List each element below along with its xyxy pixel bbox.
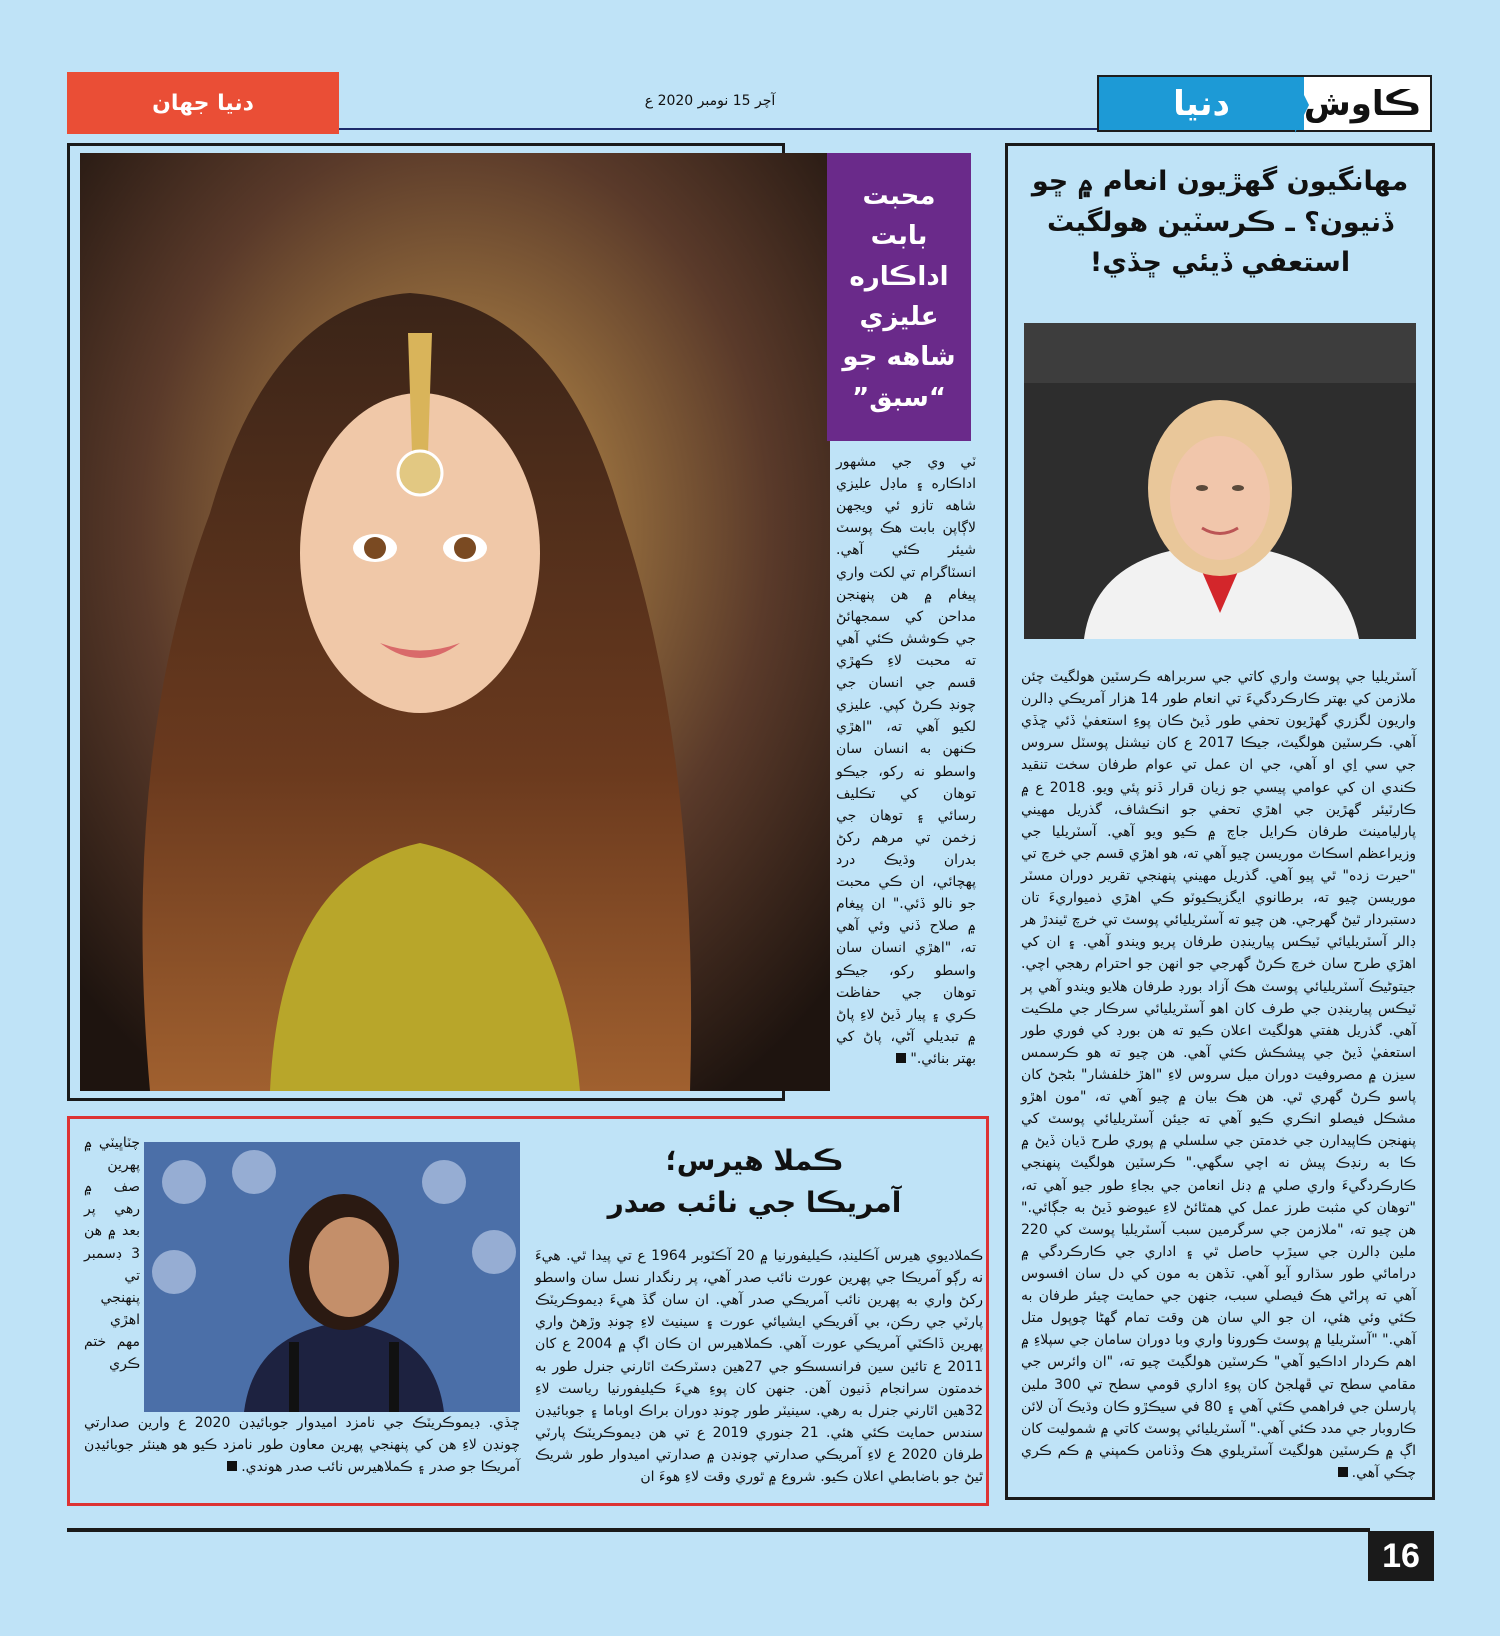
bottom-article-side-column: چٽاڀيٽي ۾ پهرين صف ۾ رهي پر بعد ۾ هن 3 ڊسمبر تي پنهنجي اهڙي مهم ختم ڪري [84,1135,140,1373]
top-article-body [836,451,976,1070]
footer-rule [67,1528,1370,1532]
headline-line: استعفي ڏيئي ڇڏي! [1089,247,1351,278]
right-article-body [1021,666,1416,1484]
portrait-illustration [144,1142,520,1412]
right-article-text: آسٽريليا جي پوسٽ واري کاتي جي سربراهه ڪرسٽين هولگيٽ چئن ملازمن کي بهتر ڪارڪردگيءَ تي انعام طور 14 هزار آمريڪي ڊالرن واريون لگزري گهڙيون تحفي طور ڏيڻ ڪان پوءِ استعفيٰ ڏئي ڇڏي آهي. ڪرسٽين هولگيٽ، جيڪا 2017 ع کان نيشنل پوسٽل سروس جي سي اِي او آهي، جي ان عمل تي عوام طرفان سخت تنقيد ڪندي ان کي عوامي پيسي جو زيان قرار ڏنو پئي ويو. 2018 ع ۾ ڪارٽيئر گهڙين جي اهڙي تحفي جو انڪشاف، گذريل مهيني پارليامينٽ طرفان ڪرايل جاچ ۾ ڪيو ويو آهي. آسٽريليا جي وزيراعظم اسڪاٽ موريسن چيو آهي ته، هو اهڙي قسم جي خرچ تي "حيرت زده" ٿي پيو آهي. گذريل مهيني پنهنجي تقرير دوران مسٽر موريسن چيو ته، برطانوي ايگزيڪيوٽو ڪي اهڙي ذميواريءَ تان دستبردار ٿيڻ گهرجي. هن چيو ته آسٽريليائي پوسٽ تي خرچ ٿيندڙ هر ڊالر آسٽريليائي ٽيڪس پيارينڊن طرفان پريو ويندو آهي. ۽ ان کي اهڙي طرح سان خرچ ڪرڻ گهرجي جو انهن جو احترام رهجي اچي. جيتوڻيڪ آسٽريليائي پوسٽ هڪ آزاد بورڊ طرفان هلايو ويندو آهي پر ٽيڪس پيارينڊن جي طرف کان اهو آسٽريليائي سرڪار جي ملڪيت آهي. گذريل هفتي هولگيٽ اعلان ڪيو ته هن بورڊ کي فوري طور استعفيٰ ڏيڻ جي پيشڪش ڪئي آهي. هن چيو ته هو ڪرسمس سيزن ۾ مصروفيت دوران ميل سروس لاءِ "اهڙ خلفشار" بڻجڻ کان پاسو ڪرڻ گهري ٿي. هن هڪ بيان ۾ چيو آهي ته، "مون اهڙو مشڪل فيصلو انڪري ڪيو آهي ته جيئن آسٽريليائي پوسٽ کي پنهنجن ڪاپيدارن جي خدمتن جي سلسلي ۾ پوري طرح ڌيان ڏيڻ ۾ ڪا به رنڊڪ پيش نه اچي سگهي." ڪرسٽين هولگيٽ پنهنجي ڪارڪردگيءَ واري صلي ۾ ڊنل انعامن جي بجاءِ طور جيو آهي ته، "توهان کي مثبت طرز عمل کي همٿائڻ لاءِ عيوضو ڏيڻ به جڳائي." هن چيو ته، "ملازمن جي سرگرمين سبب آسٽريليا پوسٽ کي 220 ملين ڊالرن جي سيڙپ حاصل ٿي ۽ اداري جي ڪارڪردگي ۾ درامائي طور سڌارو آيو آهي. تڏهن به مون کي دل سان افسوس آهي ته پراڻي هڪ فيصلي سبب، جنهن جي حمايت چيئر طرفان به ڪئي وئي هئي، ان جو الي سان هن وقت تمام گهڻا چوپول متل آهي." "آسٽريليا ۾ پوسٽ ڪورونا واري وبا دوران سامان جي سپلاءِ ۾ اهم ڪردار اداڪيو آهي" ڪرسٽين هولگيٽ چيو ته، "ان وائرس جي مقامي سطح تي ڦهلجڻ کان پوءِ اداري قومي سطح تي 300 ملين پارسلن جي فراهمي ڪئي آهي ۽ 80 في سيڪڙو ڪان وڌيڪ آن لائن ڪاروبار جي مدد ڪئي آهي." آسٽريليائي پوسٽ کاتي ۾ شموليت کان اڳ ۾ ڪرسٽين هولگيٽ آسٽريلوي هڪ وڏنامن ڪمپني ۾ ڪم ڪري چڪي آهي. [1021,669,1417,1481]
masthead-notch [1295,77,1309,133]
headline-line: ڪملا هيرس؛ [665,1144,844,1177]
headline-line: ڏنيون؟ ـ ڪرسٽين هولگيٽ [1046,206,1394,238]
headline-line: شاهه جو [842,342,956,373]
portrait-illustration [80,153,830,1091]
masthead-logo [1097,75,1432,132]
section-label: دنيا جهان [67,72,339,134]
bottom-article-body: ڪملاديوي هيرس آڪلينڊ، ڪيليفورنيا ۾ 20 آڪٽوبر 1964 ع تي پيدا ٿي. هيءَ نه رڳو آمريڪا جي پهرين عورت نائب صدر آهي، پر رنگدار نسل سان واسطو رکڻ واري به پهرين نائب آمريڪي صدر آهي. ان سان گڏ هيءَ ڊيموڪريٽڪ پارٽي جي رڪن، بي آفريڪي ايشيائي عورت ۽ سينيٽ لاءِ چونڊ وڙهڻ واري پهرين ڏاڪٽي آمريڪي عورت آهي. ڪملاهيرس ان ڪان اڳ ۾ 2004 ع کان 2011 ع تائين سين فرانسسڪو جي 27هين ڊسٽرڪٽ اٽارني جنرل طور به خدمتون سرانجام ڏنيون آهن. جنهن کان پوءِ هيءَ ڪيليفورنيا رياست لاءِ 32هين اٽارني جنرل به رهي. سينيٽر طور چونڊ دوران براڪ اوباما ۽ جوبائيڊن سندس حمايت ڪئي هئي. 21 جنوري 2019 ع تي هن ڊيموڪريٽڪ پارٽي طرفان 2020 ع لاءِ آمريڪي صدارتي چونڊن ۾ صدارتي اميدوار طور شريڪ ٿيڻ جو باضابطي اعلان ڪيو. شروع ۾ ٿوري وقت لاءِ هوءَ ان [535,1248,984,1486]
top-article-headline [827,153,971,441]
kamala-harris-photo [144,1142,520,1412]
bottom-article-tail [84,1412,520,1478]
bottom-article-tail-text: ڇڏي. ڊيموڪريٽڪ جي نامزد اميدوار جوبائيڊن 2020 ع وارين صدارتي چونڊن لاءِ هن کي پنهنجي پهرين معاون طور نامزد ڪيو هو هينئر جوبائيڊن آمريڪا جو صدر ۽ ڪملاهيرس نائب صدر هوندي. [84,1415,521,1476]
end-mark [1338,1467,1348,1477]
headline-line: “سبق” [852,382,946,413]
page-number: 16 [1368,1531,1434,1581]
headline-line: اداڪاره [849,261,949,292]
masthead-dunya: دنيا [1099,77,1304,130]
portrait-illustration [1024,323,1416,639]
top-article-text: ٽي وي جي مشهور اداڪاره ۽ ماڊل عليزي شاهه تازو ئي ويجهن لاڳاپن بابت هڪ پوسٽ شيئر ڪئي آهي. انسٽاگرام تي لکت واري پيغام ۾ هن پنهنجن مداحن کي سمجهائڻ جي ڪوشش ڪئي آهي ته محبت لاءِ ڪهڙي قسم جي انسان جي چونڊ ڪرڻ کپي. عليزي لکيو آهي ته، "اهڙي ڪنهن به انسان سان واسطو نه رکو، جيڪو توهان کي تڪليف رسائي ۽ توهان جي زخمن تي مرهم رکڻ بدران وڌيڪ درد پهچائي، ان ڪي محبت جو نالو ڏئي." ان پيغام ۾ صلاح ڏني وئي آهي ته، "اهڙي انسان سان واسطو رکو، جيڪو توهان جي حفاظت ڪري ۽ پيار ڏيڻ لاءِ پاڻ ۾ تبديلي آڻي، پاڻ کي بهتر بنائي." [836,454,976,1067]
bottom-article-headline [537,1140,972,1224]
right-article-headline [1020,162,1420,284]
masthead-kawish: ڪاوش [1295,77,1430,130]
headline-line: عليزي [859,302,939,332]
headline-line: محبت [862,181,936,212]
end-mark [227,1461,237,1471]
end-mark [896,1053,906,1063]
headline-line: مهانگيون گهڙيون انعام ۾ ڇو [1031,166,1409,197]
headline-line: بابت [870,221,928,252]
header-rule [339,128,1097,130]
alizeh-shah-photo [80,153,830,1091]
headline-line: آمريڪا جي نائب صدر [607,1186,902,1219]
holgate-photo [1024,323,1416,639]
issue-date: آچر 15 نومبر 2020 ع [644,93,776,109]
